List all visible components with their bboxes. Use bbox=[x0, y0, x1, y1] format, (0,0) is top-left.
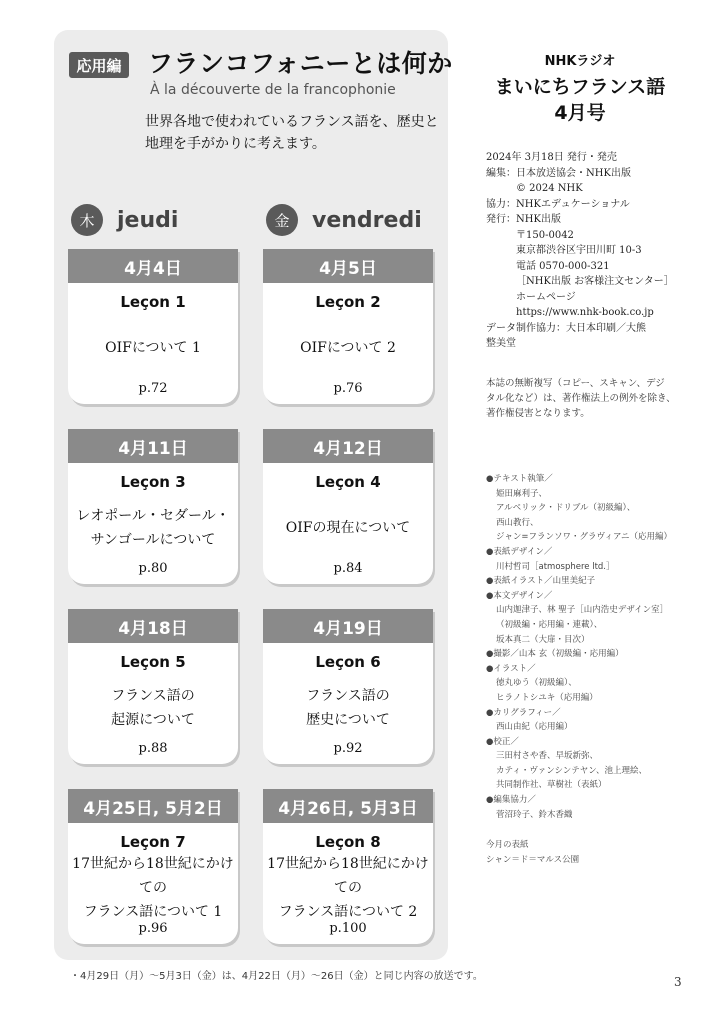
credit-line: ジャン=フランソワ・グラヴィアニ（応用編） bbox=[496, 532, 673, 543]
lesson-number: Leçon 6 bbox=[315, 653, 381, 671]
page-title: フランコフォニーとは何か bbox=[148, 49, 453, 78]
lesson-number: Leçon 5 bbox=[120, 653, 186, 671]
lesson-topic: OIFについて 1 bbox=[105, 340, 201, 356]
lesson-card bbox=[68, 609, 238, 764]
credit-line: 菅沼玲子、鈴木香織 bbox=[496, 809, 573, 820]
lesson-card bbox=[263, 429, 433, 584]
lesson-date: 4月19日 bbox=[263, 609, 433, 643]
lesson-number: Leçon 1 bbox=[120, 293, 186, 311]
credit-line: ●イラスト／ bbox=[486, 663, 536, 674]
copyright-notice: 本誌の無断複写（コピー、スキャン、デジ タル化など）は、著作権法上の例外を除き、 著作権侵害となります。 bbox=[486, 378, 676, 419]
lesson-topic: 17世紀から18世紀にかけての フランス語について 1 bbox=[72, 856, 234, 920]
address: 東京都渋谷区宇田川町 10-3 bbox=[516, 245, 642, 256]
phone: 電話 0570-000-321 bbox=[516, 260, 610, 272]
copyright: © 2024 NHK bbox=[516, 183, 583, 194]
credit-line: ヒラノトシユキ（応用編） bbox=[496, 692, 598, 703]
lead-line: 地理を手がかりに考えます。 bbox=[145, 136, 326, 152]
lead-text bbox=[145, 111, 445, 155]
credit-line: ●校正／ bbox=[486, 736, 519, 747]
lesson-date: 4月12日 bbox=[263, 429, 433, 463]
credit-line: ●テキスト執筆／ bbox=[486, 474, 553, 484]
credit-line: ●カリグラフィー／ bbox=[486, 707, 561, 718]
staff-credits bbox=[486, 472, 706, 822]
lesson-card bbox=[68, 429, 238, 584]
lesson-page: p.92 bbox=[333, 741, 363, 756]
lesson-page: p.76 bbox=[333, 381, 363, 396]
postal-code: 〒150-0042 bbox=[516, 229, 574, 241]
lesson-date: 4月26日, 5月3日 bbox=[263, 789, 433, 823]
credit-line: 西山由紀（応用編） bbox=[496, 722, 573, 733]
colophon bbox=[486, 150, 691, 352]
day-friday bbox=[266, 204, 422, 236]
lesson-topic: レオポール・セダール・ サンゴールについて bbox=[76, 508, 230, 548]
cover-description: シャン＝ド＝マルス公園 bbox=[486, 855, 580, 865]
lesson-topic: OIFの現在について bbox=[285, 520, 411, 536]
level-badge: 応用編 bbox=[69, 52, 129, 78]
lesson-page: p.84 bbox=[333, 561, 363, 576]
homepage-url[interactable]: https://www.nhk-book.co.jp bbox=[516, 307, 654, 318]
page-number: 3 bbox=[674, 975, 682, 989]
friday-kanji: 金 bbox=[266, 204, 298, 236]
credit-line: ●表紙デザイン／ bbox=[486, 546, 553, 557]
lesson-date: 4月5日 bbox=[263, 249, 433, 283]
lesson-topic: フランス語の 歴史について bbox=[306, 688, 390, 728]
data-production: データ制作協力：大日本印刷／大熊 bbox=[486, 322, 646, 334]
publication-issue: 4月号 bbox=[554, 102, 606, 124]
publish-date: 2024年 3月18日 発行・発売 bbox=[486, 152, 617, 163]
thursday-kanji: 木 bbox=[71, 204, 103, 236]
publication-station: NHKラジオ bbox=[544, 54, 616, 69]
lesson-card bbox=[263, 789, 433, 944]
lesson-page: p.88 bbox=[138, 741, 168, 756]
cooperation-row: 協力： NHKエデュケーショナル bbox=[486, 198, 630, 210]
data-production-cont: 整美堂 bbox=[486, 338, 516, 349]
credit-line: 徳丸ゆう（初級編）、 bbox=[496, 678, 577, 689]
lesson-number: Leçon 4 bbox=[315, 473, 381, 491]
credit-line: 共同制作社、草樹社（表紙） bbox=[496, 780, 607, 791]
lesson-date: 4月4日 bbox=[68, 249, 238, 283]
lead-line: 世界各地で使われているフランス語を、歴史と bbox=[145, 114, 439, 130]
publication-title: まいにちフランス語 bbox=[494, 76, 666, 98]
lesson-number: Leçon 2 bbox=[315, 293, 381, 311]
homepage-label: ホームページ bbox=[516, 291, 576, 303]
credit-line: 姫田麻利子、 bbox=[496, 488, 548, 499]
lesson-card bbox=[263, 249, 433, 404]
cover-label: 今月の表紙 bbox=[486, 840, 529, 850]
lesson-card bbox=[68, 789, 238, 944]
cover-info bbox=[486, 838, 579, 868]
credit-line: 三田村さや香、早坂新弥、 bbox=[496, 751, 599, 762]
lesson-date: 4月11日 bbox=[68, 429, 238, 463]
lesson-topic: OIFについて 2 bbox=[300, 340, 396, 356]
credit-line: ●撮影／山本 玄（初級編・応用編） bbox=[486, 649, 624, 660]
credit-line: 西山教行、 bbox=[496, 517, 539, 528]
broadcast-footnote: ・4月29日（月）～5月3日（金）は、4月22日（月）～26日（金）と同じ内容の放送です。 bbox=[70, 971, 483, 982]
lesson-number: Leçon 7 bbox=[120, 833, 186, 851]
credit-line: （初級編・応用編・連載）、 bbox=[496, 619, 603, 630]
page-subtitle: À la découverte de la francophonie bbox=[150, 82, 396, 98]
lesson-card bbox=[263, 609, 433, 764]
credit-line: アルベリック・ドリブル（初級編）、 bbox=[496, 503, 636, 514]
thursday-label: jeudi bbox=[117, 207, 179, 233]
credit-line: 川村哲司［atmosphere ltd.］ bbox=[496, 561, 615, 572]
credit-line: 坂本真二（大扉・目次） bbox=[496, 634, 590, 645]
lesson-number: Leçon 8 bbox=[315, 833, 381, 851]
credit-line: ●編集協力／ bbox=[486, 795, 536, 806]
lesson-number: Leçon 3 bbox=[120, 473, 186, 491]
lesson-date: 4月25日, 5月2日 bbox=[68, 789, 238, 823]
lesson-card bbox=[68, 249, 238, 404]
lesson-page: p.80 bbox=[138, 561, 168, 576]
publisher-row: 発行： NHK出版 bbox=[486, 214, 561, 225]
credit-line: カティ・ヴァンシンテヤン、池上理絵、 bbox=[496, 765, 648, 776]
lesson-page: p.96 bbox=[138, 921, 168, 936]
lesson-date: 4月18日 bbox=[68, 609, 238, 643]
credit-line: 山内迦津子、林 聖子［山内浩史デザイン室］ bbox=[496, 605, 669, 616]
lesson-topic: フランス語の 起源について bbox=[111, 688, 195, 728]
lesson-page: p.100 bbox=[329, 921, 367, 936]
order-center: ［NHK出版 お客様注文センター］ bbox=[516, 276, 674, 287]
credit-line: ●本文デザイン／ bbox=[486, 590, 553, 601]
lesson-topic: 17世紀から18世紀にかけての フランス語について 2 bbox=[267, 856, 429, 920]
credit-line: ●表紙イラスト／山里美紀子 bbox=[486, 576, 596, 587]
lesson-page: p.72 bbox=[138, 381, 168, 396]
friday-label: vendredi bbox=[312, 207, 422, 233]
editor-row: 編集： 日本放送協会・NHK出版 bbox=[486, 167, 631, 179]
day-thursday bbox=[71, 204, 178, 236]
